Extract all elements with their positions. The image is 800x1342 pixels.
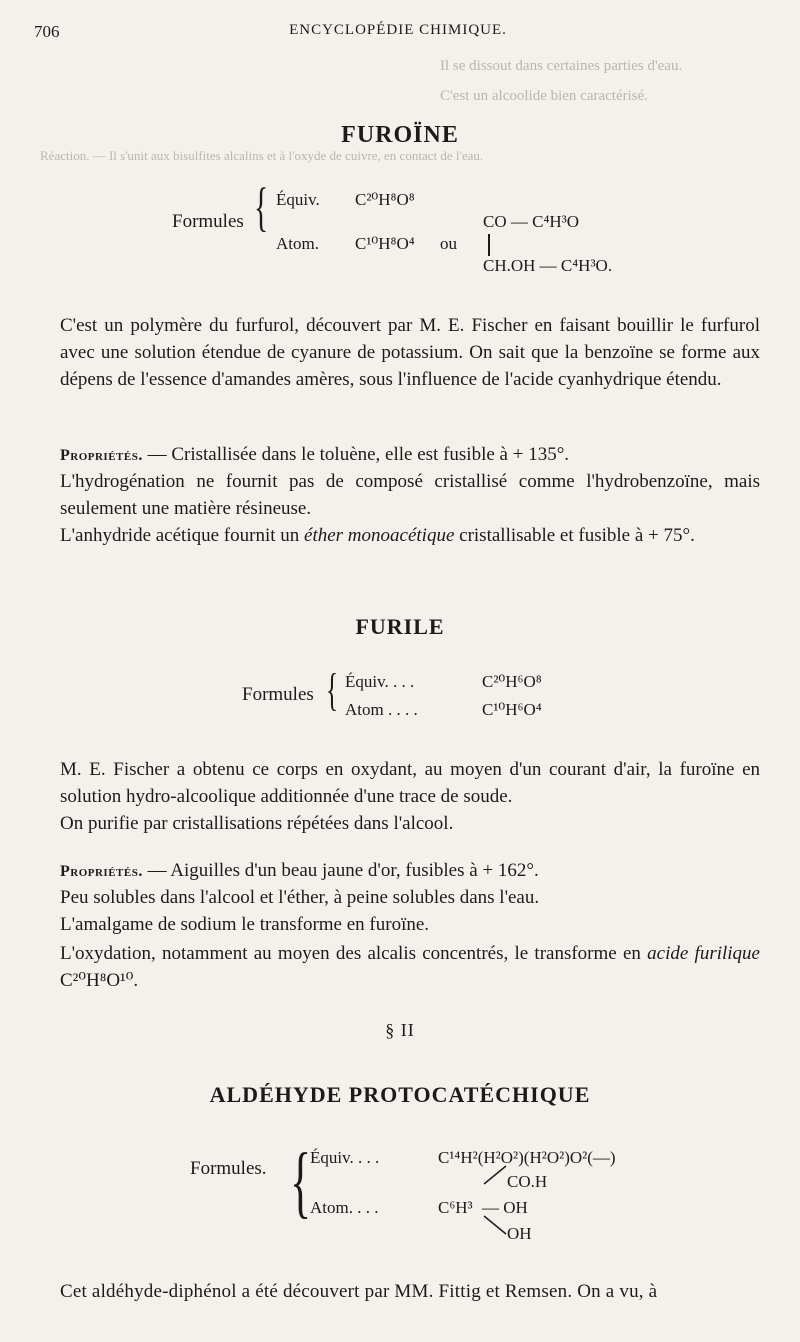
section-title-furoine: FUROÏNE — [341, 122, 459, 148]
paragraph — [60, 940, 760, 994]
atom-label: Atom . . . . — [345, 700, 418, 719]
group-formyl: CO.H — [507, 1172, 548, 1191]
equiv-formula: C²⁰H⁸O⁸ — [355, 190, 415, 209]
section-title-furile: FURILE — [355, 614, 445, 639]
or-word: ou — [440, 234, 457, 253]
bleed-through-line: Il se dissout dans certaines parties d'eau. — [440, 58, 683, 74]
structure-top: CO — C⁴H³O — [483, 212, 580, 231]
formulas-label: Formules — [242, 684, 314, 705]
bond-line — [488, 234, 490, 256]
equiv-label: Équiv. . . . — [310, 1148, 380, 1167]
brace-symbol: { — [326, 664, 339, 715]
running-header — [34, 22, 762, 48]
paragraph-line: Cet aldéhyde-diphénol a été découvert par MM. Fittig et Remsen. On a vu, à — [60, 1281, 658, 1302]
atom-formula: C¹⁰H⁸O⁴ — [355, 234, 415, 253]
atom-label: Atom. . . . — [310, 1198, 379, 1217]
formulas-label: Formules — [172, 211, 244, 232]
structure-bottom: CH.OH — C⁴H³O. — [483, 256, 613, 275]
bond-line — [484, 1166, 506, 1184]
bond-line — [484, 1216, 506, 1234]
text-run: C²⁰H⁸O¹⁰. — [60, 970, 139, 991]
paragraph: M. E. Fischer a obtenu ce corps en oxydant, au moyen d'un courant d'air, la furoïne en solution hydro-alcoolique additionnée d'une trace de soude. — [60, 759, 760, 807]
properties-line — [60, 441, 569, 469]
section-title-aldehyde: ALDÉHYDE PROTOCATÉCHIQUE — [209, 1082, 591, 1107]
paragraph-line: On purifie par cristallisations répétées dans l'alcool. — [60, 813, 454, 834]
group-hydroxyl: OH — [507, 1224, 532, 1243]
brace-symbol: { — [254, 177, 269, 237]
properties-label: Propriétés. — [60, 863, 143, 880]
paragraph: C'est un polymère du furfurol, découvert par M. E. Fischer en faisant bouillir le furfurol avec une solution étendue de cyanure de potassium. On sait que la benzoïne se forme aux dépens de l'essence d'amandes amères, sous l'influence de l'acide cyanhydrique étendu. — [60, 315, 760, 390]
atom-formula: C¹⁰H⁶O⁴ — [482, 700, 542, 719]
paragraph-line: L'amalgame de sodium le transforme en furoïne. — [60, 914, 430, 935]
paragraph-line: Peu solubles dans l'alcool et l'éther, à peine solubles dans l'eau. — [60, 887, 540, 908]
properties-label: Propriétés. — [60, 447, 143, 464]
bleed-through-line: C'est un alcoolide bien caractérisé. — [440, 88, 649, 104]
section-mark: § II — [385, 1020, 415, 1040]
atom-root: C⁶H³ — [438, 1198, 473, 1217]
italic-term: éther monoacétique — [304, 525, 455, 546]
atom-label: Atom. — [276, 234, 319, 253]
italic-term: acide furilique — [647, 943, 760, 964]
page-number: 706 — [34, 22, 60, 41]
brace-symbol: { — [290, 1138, 312, 1226]
text-run: L'oxydation, notamment au moyen des alcalis concentrés, le transforme en — [60, 943, 648, 964]
equiv-label: Équiv. — [276, 190, 320, 209]
properties-text: — Cristallisée dans le toluène, elle est fusible à + 135°. — [142, 444, 570, 465]
equiv-label: Équiv. . . . — [345, 672, 415, 691]
text-run: cristallisable et fusible à + 75°. — [454, 525, 695, 546]
group-hydroxyl: — OH — [482, 1198, 528, 1217]
equiv-formula: C²⁰H⁶O⁸ — [482, 672, 542, 691]
paragraph — [60, 522, 760, 549]
bleed-through-line: Réaction. — Il s'unit aux bisulfites alcalins et à l'oxyde de cuivre, en contact de l'eau. — [40, 148, 484, 163]
running-title: ENCYCLOPÉDIE CHIMIQUE. — [289, 22, 507, 38]
properties-line — [60, 857, 539, 885]
equiv-formula: C¹⁴H²(H²O²)(H²O²)O²(—) — [438, 1148, 616, 1167]
formulas-label: Formules. — [190, 1158, 267, 1179]
text-run: L'anhydride acétique fournit un — [60, 525, 305, 546]
properties-text: — Aiguilles d'un beau jaune d'or, fusibles à + 162°. — [142, 860, 539, 881]
paragraph: L'hydrogénation ne fournit pas de composé cristallisé comme l'hydrobenzoïne, mais seulement une matière résineuse. — [60, 471, 760, 519]
